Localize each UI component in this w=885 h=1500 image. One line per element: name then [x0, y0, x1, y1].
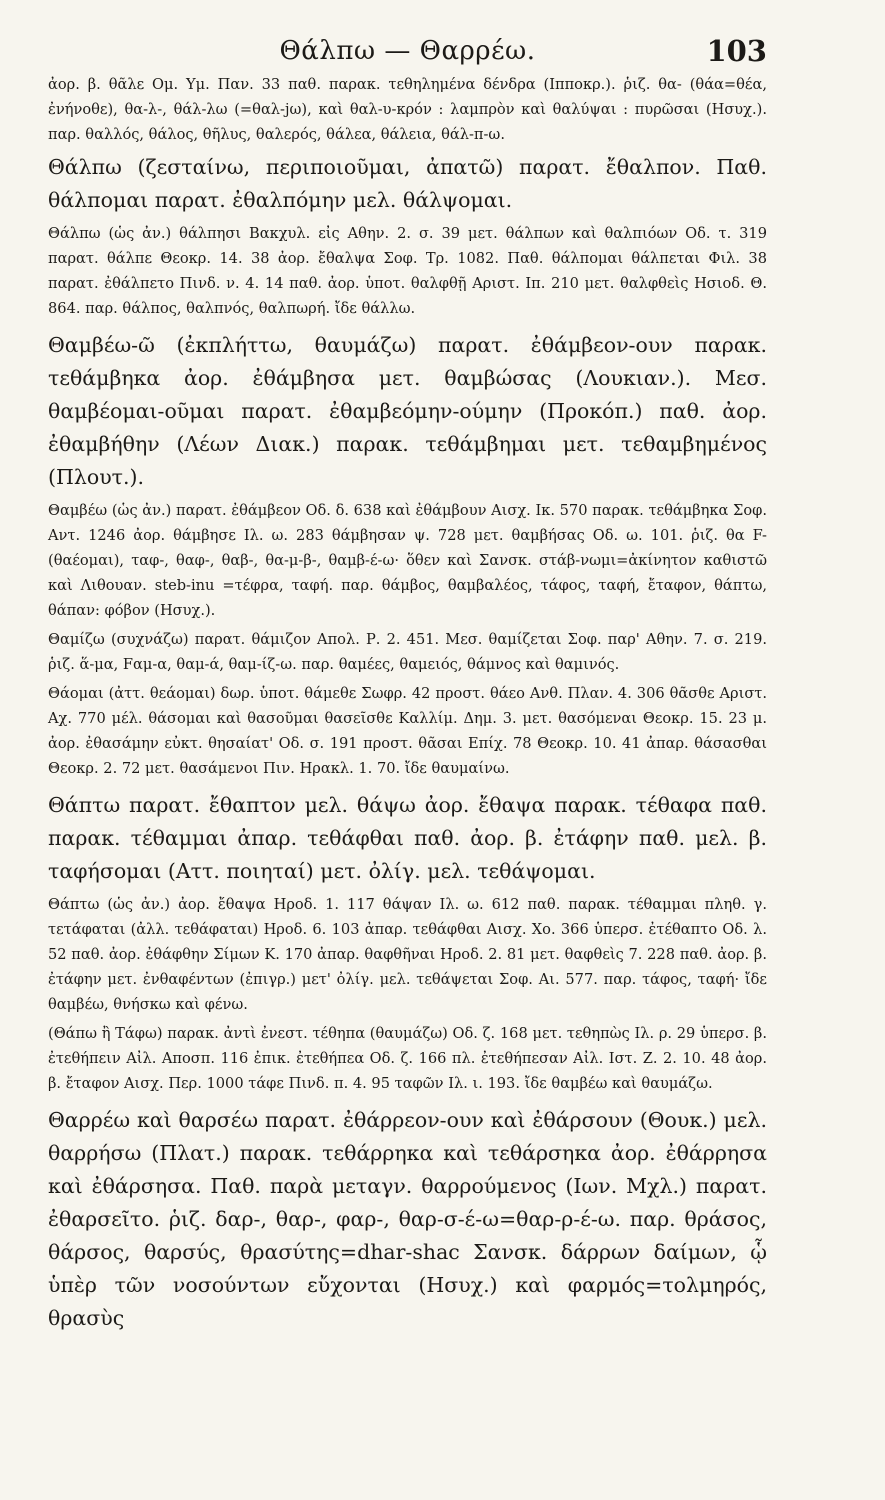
running-title: Θάλπω — Θαρρέω. [279, 36, 536, 66]
entry-citations: Θαμίζω (συχνάζω) παρατ. θάμιζον Απολ. Ρ. 2. 451. Μεσ. θαμίζεται Σοφ. παρ' Αθην. 7. σ. 219. ῥιζ. ἅ-μα, Fαμ-α, θαμ-ά, θαμ-ίζ-ω. παρ. θαμέες, θαμειός, θάμνος καὶ θαμινός. [48, 631, 767, 673]
page-number: 103 [706, 34, 767, 68]
entry-thapto [48, 789, 767, 1017]
entry-thaomai [48, 681, 767, 781]
entry-citations: Θαμβέω (ὡς ἀν.) παρατ. ἐθάμβεον Οδ. δ. 638 καὶ ἐθάμβουν Αισχ. Ικ. 570 παρακ. τεθάμβηκα Σοφ. Αντ. 1246 ἀορ. θάμβησε Ιλ. ω. 283 θάμβησαν ψ. 728 μετ. θαμβήσας Οδ. ω. 101. ῥιζ. θα F- (θαέομαι), ταφ-, θαφ-, θαβ-, θα-μ-β-, θαμβ-έ-ω· ὅθεν καὶ Σανσκ. στάβ-νωμι=ἀκίνητον καθιστῶ καὶ Λιθουαν. steb-inu =τέφρα, ταφή. παρ. θάμβος, θαμβαλέος, τάφος, ταφή, ἔταφον, θάπτω, θάπαν: φόβον (Ησυχ.). [48, 502, 767, 619]
etymology-note: ἀορ. β. θᾶλε Ομ. Υμ. Παν. 33 παθ. παρακ. τεθηλημένα δένδρα (Ιπποκρ.). ῥιζ. θα- (θάα=θέα, ἐνήνοθε), θα-λ-, θάλ-λω (=θαλ-jω), καὶ θαλ-υ-κρόν : λαμπρὸν καὶ θαλύψαι : πυρῶσαι (Ησυχ.). παρ. θαλλός, θάλος, θῆλυς, θαλερός, θάλεα, θάλεια, θάλ-π-ω. [48, 76, 767, 143]
entry-citations: Θάομαι (ἀττ. θεάομαι) δωρ. ὑποτ. θάμεθε Σωφρ. 42 προστ. θάεο Ανθ. Πλαν. 4. 306 θᾶσθε Αριστ. Αχ. 770 μέλ. θάσομαι καὶ θασοῦμαι θασεῖσθε Καλλίμ. Δημ. 3. μετ. θασόμεναι Θεοκρ. 15. 23 μ. ἀορ. ἐθασάμην εὐκτ. θησαίατ' Οδ. σ. 191 προστ. θᾶσαι Επίχ. 78 Θεοκρ. 10. 41 ἀπαρ. θάσασθαι Θεοκρ. 2. 72 μετ. θασάμενοι Πιν. Ηρακλ. 1. 70. ἴδε θαυμαίνω. [48, 685, 767, 777]
entry-tharreo [48, 1104, 767, 1335]
entry-citations: Θάλπω (ὡς ἀν.) θάλπησι Βακχυλ. εἰς Αθην. 2. σ. 39 μετ. θάλπων καὶ θαλπιόων Οδ. τ. 319 παρατ. θάλπε Θεοκρ. 14. 38 ἀορ. ἔθαλψα Σοφ. Τρ. 1082. Παθ. θάλπομαι θάλπεται Φιλ. 38 παρατ. ἐθάλπετο Πινδ. ν. 4. 14 παθ. ἀορ. ὑποτ. θαλφθῇ Αριστ. Ιπ. 210 μετ. θαλφθεὶς Ησιοδ. Θ. 864. παρ. θάλπος, θαλπνός, θαλπωρή. ἴδε θάλλω. [48, 225, 767, 317]
entry-headword-paragraph: Θαμβέω-ῶ (ἐκπλήττω, θαυμάζω) παρατ. ἐθάμβεον-ουν παρακ. τεθάμβηκα ἀορ. ἐθάμβησα μετ. θαμβώσας (Λουκιαν.). Μεσ. θαμβέομαι-οῦμαι παρατ. ἐθαμβεόμην-ούμην (Προκόπ.) παθ. ἀορ. ἐθαμβήθην (Λέων Διακ.) παρακ. τεθάμβημαι μετ. τεθαμβημένος (Πλουτ.). [48, 333, 767, 489]
entry-headword-paragraph: Θαρρέω καὶ θαρσέω παρατ. ἐθάρρεον-ουν καὶ ἐθάρσουν (Θουκ.) μελ. θαρρήσω (Πλατ.) παρακ. τεθάρρηκα καὶ τεθάρσηκα ἀορ. ἐθάρρησα καὶ ἐθάρσησα. Παθ. παρὰ μεταγν. θαρρούμενος (Ιων. Μχλ.) παρατ. ἐθαρσεῖτο. ῥιζ. δαρ-, θαρ-, φαρ-, θαρ-σ-έ-ω=θαρ-ρ-έ-ω. παρ. θράσος, θάρσος, θαρσύς, θρασύτης=dhar-shac Σανσκ. δάρρων δαίμων, ᾧ ὑπὲρ τῶν νοσούντων εὔχονται (Ησυχ.) καὶ φαρμός=τολμηρός, θρασὺς [48, 1108, 767, 1330]
running-head [48, 22, 767, 72]
entry-thamizo [48, 627, 767, 677]
entry-citations: Θάπτω (ὡς ἀν.) ἀορ. ἔθαψα Ηροδ. 1. 117 θάψαν Ιλ. ω. 612 παθ. παρακ. τέθαμμαι πληθ. γ. τετάφαται (ἀλλ. τεθάφαται) Ηροδ. 6. 103 ἀπαρ. τεθάφθαι Αισχ. Χο. 366 ὑπερσ. ἐτέθαπτο Οδ. λ. 52 παθ. ἀορ. ἐθάφθην Σίμων Κ. 170 ἀπαρ. θαφθῆναι Ηροδ. 2. 81 μετ. θαφθεὶς 7. 228 παθ. ἀορ. β. ἐτάφην μετ. ἐνθαφέντων (ἐπιγρ.) μετ' ὀλίγ. μελ. τεθάψεται Σοφ. Αι. 577. παρ. τάφος, ταφή· ἴδε θαμβέω, θνήσκω καὶ φένω. [48, 896, 767, 1013]
entry-thapo-tapho [48, 1021, 767, 1096]
entry-thambeo [48, 329, 767, 623]
entry-headword-paragraph: Θάλπω (ζεσταίνω, περιποιοῦμαι, ἀπατῶ) παρατ. ἔθαλπον. Παθ. θάλπομαι παρατ. ἐθαλπόμην μελ. θάλψομαι. [48, 155, 767, 212]
entry-headword-paragraph: Θάπτω παρατ. ἔθαπτον μελ. θάψω ἀορ. ἔθαψα παρακ. τέθαφα παθ. παρακ. τέθαμμαι ἀπαρ. τεθάφθαι παθ. ἀορ. β. ἐτάφην παθ. μελ. β. ταφήσομαι (Αττ. ποιηταί) μετ. ὀλίγ. μελ. τεθάψομαι. [48, 793, 767, 883]
entry-thalpo [48, 151, 767, 321]
entry-thalpo-continuation [48, 72, 767, 147]
entry-citations: (Θάπω ἢ Τάφω) παρακ. ἀντὶ ἐνεστ. τέθηπα (θαυμάζω) Οδ. ζ. 168 μετ. τεθηπὼς Ιλ. ρ. 29 ὑπερσ. β. ἐτεθήπειν Αἰλ. Αποσπ. 116 ἐπικ. ἐτεθήπεα Οδ. ζ. 166 πλ. ἐτεθήπεσαν Αἰλ. Ιστ. Ζ. 2. 10. 48 ἀορ. β. ἔταφον Αισχ. Περ. 1000 τάφε Πινδ. π. 4. 95 ταφῶν Ιλ. ι. 193. ἴδε θαμβέω καὶ θαυμάζω. [48, 1025, 767, 1092]
